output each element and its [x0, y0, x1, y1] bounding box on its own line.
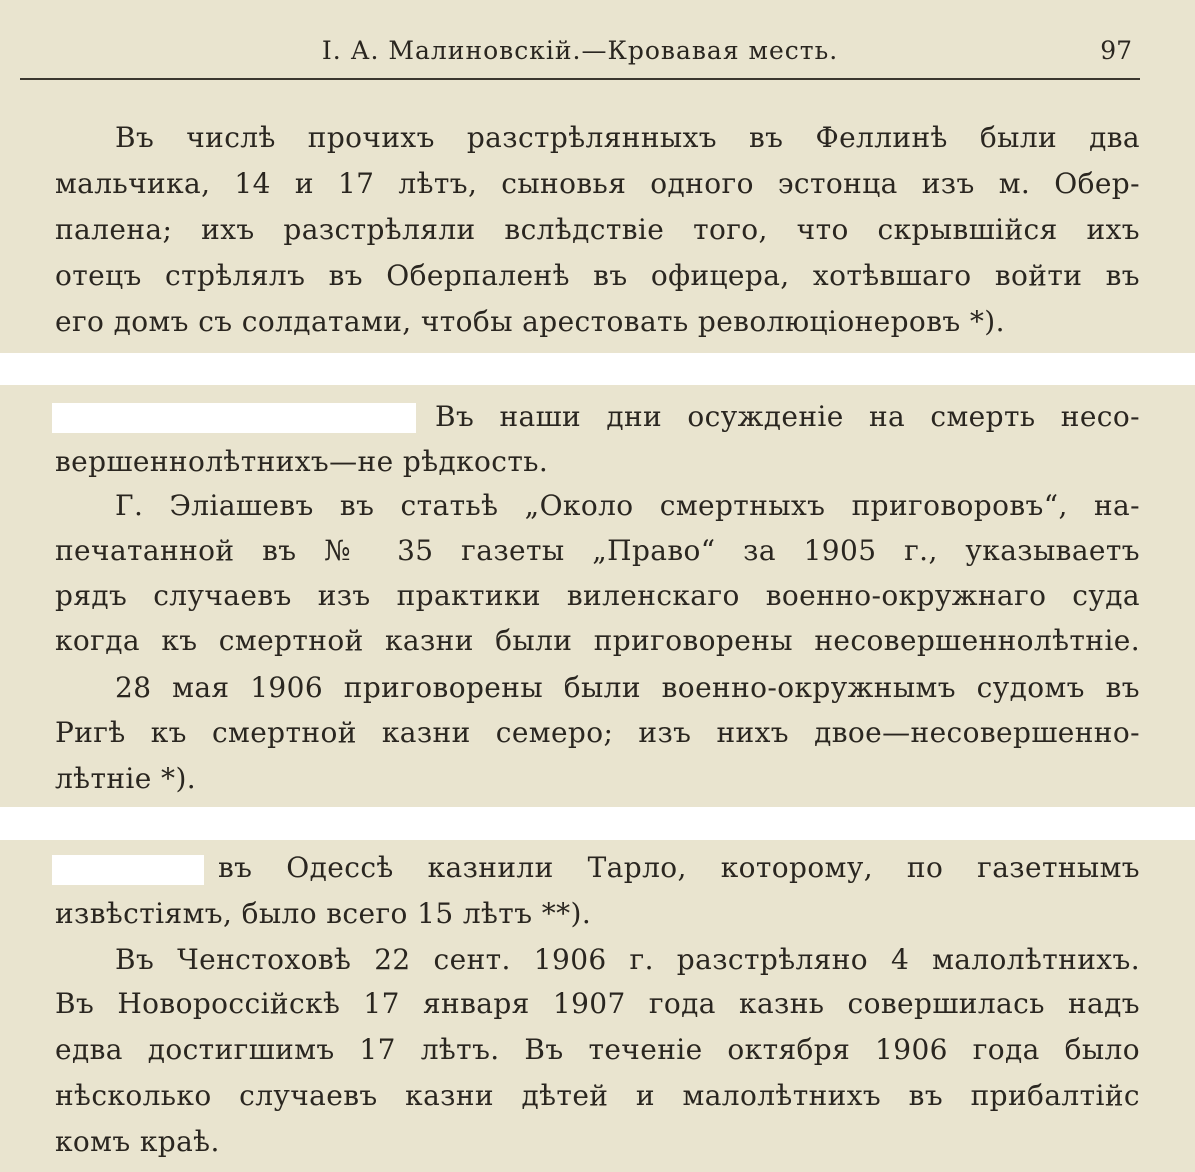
- text-line: 28 мая 1906 приговорены были военно-окружнымъ судомъ въ: [115, 671, 1140, 704]
- text-line: лѣтніе *).: [55, 762, 197, 795]
- text-line: Въ числѣ прочихъ разстрѣлянныхъ въ Феллинѣ были два: [115, 121, 1140, 154]
- text-line: когда къ смертной казни были приговорены несовершеннолѣтніе.: [55, 624, 1140, 657]
- redaction-box: [52, 855, 204, 885]
- text-line: вершеннолѣтнихъ—не рѣдкость.: [55, 445, 549, 478]
- text-line: Въ Новороссійскѣ 17 января 1907 года казнь совершилась надъ: [55, 987, 1140, 1020]
- text-line: рядъ случаевъ изъ практики виленскаго военно-окружнаго суда: [55, 579, 1140, 612]
- text-line: въ Одессѣ казнили Тарло, которому, по газетнымъ: [218, 851, 1140, 884]
- redaction-box: [52, 403, 416, 433]
- text-line: Ригѣ къ смертной казни семеро; изъ нихъ двое—несовершенно-: [55, 716, 1140, 749]
- text-line: печатанной въ № 35 газеты „Право“ за 1905 г., указываетъ: [55, 534, 1140, 567]
- text-line: отецъ стрѣлялъ въ Оберпаленѣ въ офицера, хотѣвшаго войти въ: [55, 259, 1140, 292]
- text-line: извѣстіямъ, было всего 15 лѣтъ **).: [55, 897, 592, 930]
- text-line: мальчика, 14 и 17 лѣтъ, сыновья одного эстонца изъ м. Обер-: [55, 167, 1140, 200]
- text-line: комъ краѣ.: [55, 1125, 220, 1158]
- text-line: палена; ихъ разстрѣляли вслѣдствіе того, что скрывшійся ихъ: [55, 213, 1140, 246]
- text-line: едва достигшимъ 17 лѣтъ. Въ теченіе октября 1906 года было: [55, 1033, 1140, 1066]
- text-line: нѣсколько случаевъ казни дѣтей и малолѣтнихъ въ прибалтійс: [55, 1079, 1140, 1112]
- page-fragment-2: [0, 385, 1195, 807]
- page-fragment-3: [0, 840, 1195, 1172]
- running-header: [20, 30, 1140, 80]
- running-header-title: I. А. Малиновскій.—Кровавая месть.: [321, 36, 839, 65]
- text-line: Въ Ченстоховѣ 22 сент. 1906 г. разстрѣляно 4 малолѣтнихъ.: [115, 943, 1140, 976]
- text-line: его домъ съ солдатами, чтобы арестовать революціонеровъ *).: [55, 305, 1005, 338]
- page-fragment-1: [0, 0, 1195, 353]
- page-number: 97: [1100, 36, 1132, 65]
- text-line: Г. Эліашевъ въ статьѣ „Около смертныхъ приговоровъ“, на-: [115, 489, 1140, 522]
- text-line: Въ наши дни осужденіе на смерть несо-: [435, 400, 1140, 433]
